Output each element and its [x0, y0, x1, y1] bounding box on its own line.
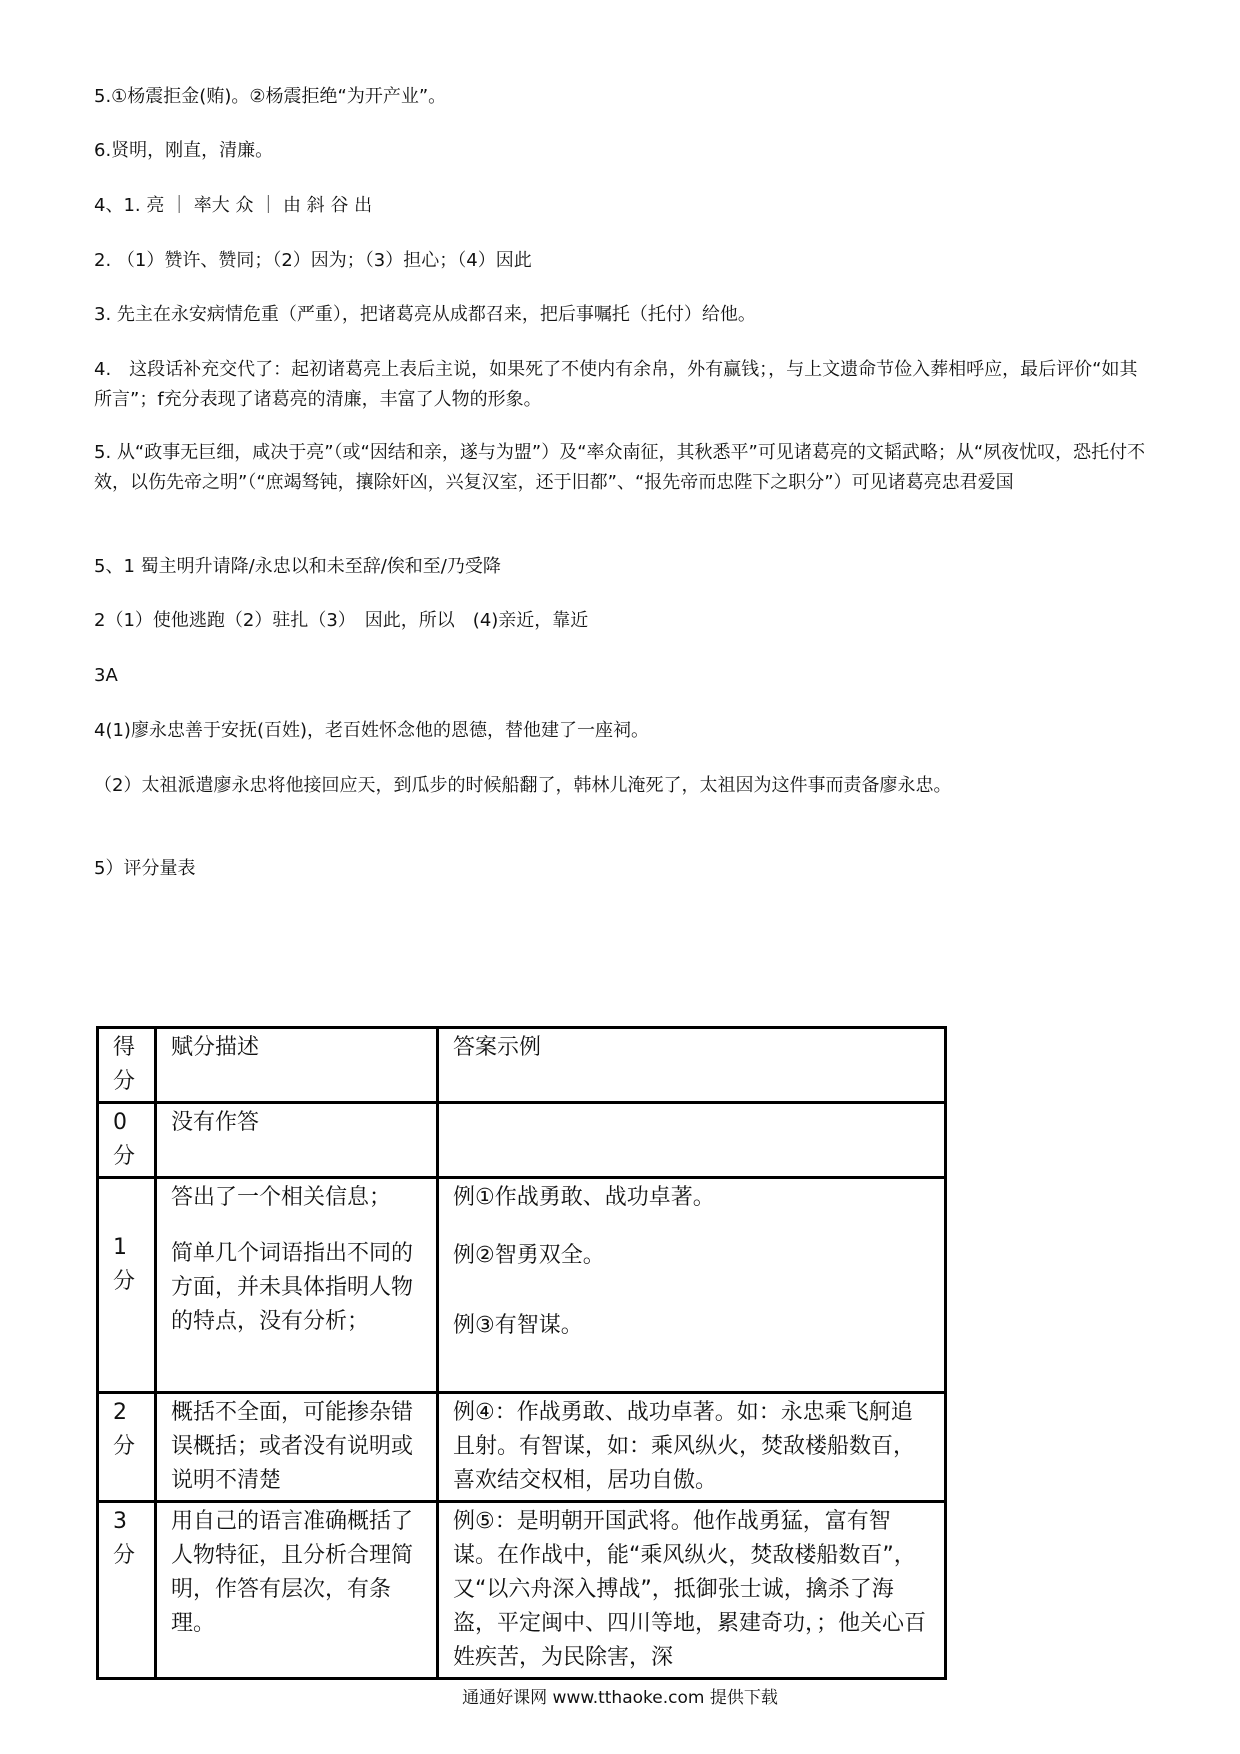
- rubric-table: [96, 1026, 947, 1680]
- answer-paragraph: 5. 从“政事无巨细，咸决于亮”（或“因结和亲，遂与为盟”）及“率众南征，其秋悉平”可见诸葛亮的文韬武略；从“夙夜忧叹，恐托付不效，以伤先帝之明”（“庶竭驽钝，攘除奸凶，兴复汉室，还于旧都”、“报先帝而忠陛下之职分”）可见诸葛亮忠君爱国: [94, 442, 1146, 493]
- answer-line: 2. （1）赞许、赞同；（2）因为；（3）担心；（4）因此: [94, 250, 532, 271]
- example-text: 例⑤：是明朝开国武将。他作战勇猛，富有智谋。在作战中，能“乘风纵火，焚敌楼船数百”，又“以六舟深入搏战”，抵御张士诚，擒杀了海盗，平定闽中、四川等地，累建奇功，；他关心百姓疾苦，为民除害，深: [453, 1509, 927, 1670]
- example-cell: [438, 1502, 946, 1679]
- header-score: 得分: [98, 1028, 156, 1103]
- description-cell: [156, 1103, 438, 1178]
- rubric-caption: 5）评分量表: [94, 858, 196, 879]
- score-cell: 1分: [98, 1178, 156, 1393]
- example-text: 例②智勇双全。: [453, 1243, 605, 1268]
- description-text: 答出了一个相关信息；: [171, 1185, 392, 1210]
- header-description: 赋分描述: [156, 1028, 438, 1103]
- table-header-row: [98, 1028, 946, 1103]
- answer-line: 5.①杨震拒金(贿)。②杨震拒绝“为开产业”。: [94, 86, 447, 107]
- header-example: 答案示例: [438, 1028, 946, 1103]
- example-cell: [438, 1178, 946, 1393]
- description-cell: [156, 1393, 438, 1502]
- score-cell: 2分: [98, 1393, 156, 1502]
- table-row: [98, 1103, 946, 1178]
- example-text: 例④：作战勇敢、战功卓著。如：永忠乘飞舸追且射。有智谋，如：乘风纵火，焚敌楼船数百，喜欢结交权相，居功自傲。: [453, 1400, 916, 1493]
- answer-line: 3. 先主在永安病情危重（严重），把诸葛亮从成都召来，把后事嘱托（托付）给他。: [94, 304, 756, 325]
- table-row: [98, 1502, 946, 1679]
- table-row: [98, 1178, 946, 1393]
- table-row: [98, 1393, 946, 1502]
- example-cell: [438, 1393, 946, 1502]
- answer-line: 4、1. 亮 ｜ 率大 众 ｜ 由 斜 谷 出: [94, 195, 373, 216]
- example-text: 例①作战勇敢、战功卓著。: [453, 1185, 715, 1210]
- answer-line: 3A: [94, 665, 118, 686]
- answer-line: 4(1)廖永忠善于安抚(百姓)，老百姓怀念他的恩德，替他建了一座祠。: [94, 720, 649, 741]
- score-cell: 3分: [98, 1502, 156, 1679]
- description-cell: [156, 1178, 438, 1393]
- description-text: 没有作答: [171, 1110, 260, 1135]
- description-cell: [156, 1502, 438, 1679]
- score-cell: 0分: [98, 1103, 156, 1178]
- description-text: 用自己的语言准确概括了人物特征，且分析合理简明，作答有层次，有条理。: [171, 1509, 414, 1636]
- answer-line: 5、1 蜀主明升请降/永忠以和未至辞/俟和至/乃受降: [94, 556, 501, 577]
- description-text: 概括不全面，可能掺杂错误概括；或者没有说明或说明不清楚: [171, 1400, 414, 1493]
- description-text: 简单几个词语指出不同的方面，并未具体指明人物的特点，没有分析；: [171, 1241, 414, 1334]
- page-footer: 通通好课网 www.tthaoke.com 提供下载: [462, 1688, 778, 1708]
- answer-paragraph: （2）太祖派遣廖永忠将他接回应天，到瓜步的时候船翻了，韩林儿淹死了，太祖因为这件事而责备廖永忠。: [94, 775, 952, 796]
- example-cell: [438, 1103, 946, 1178]
- answer-paragraph: 4. 这段话补充交代了：起初诸葛亮上表后主说，如果死了不使内有余帛，外有赢钱；，与上文遗命节俭入葬相呼应，最后评价“如其所言”；f充分表现了诸葛亮的清廉，丰富了人物的形象。: [94, 359, 1138, 410]
- answer-line: 2（1）使他逃跑（2）驻扎（3） 因此，所以 (4)亲近，靠近: [94, 610, 589, 631]
- answer-line: 6.贤明，刚直，清廉。: [94, 140, 274, 161]
- example-text: 例③有智谋。: [453, 1313, 583, 1338]
